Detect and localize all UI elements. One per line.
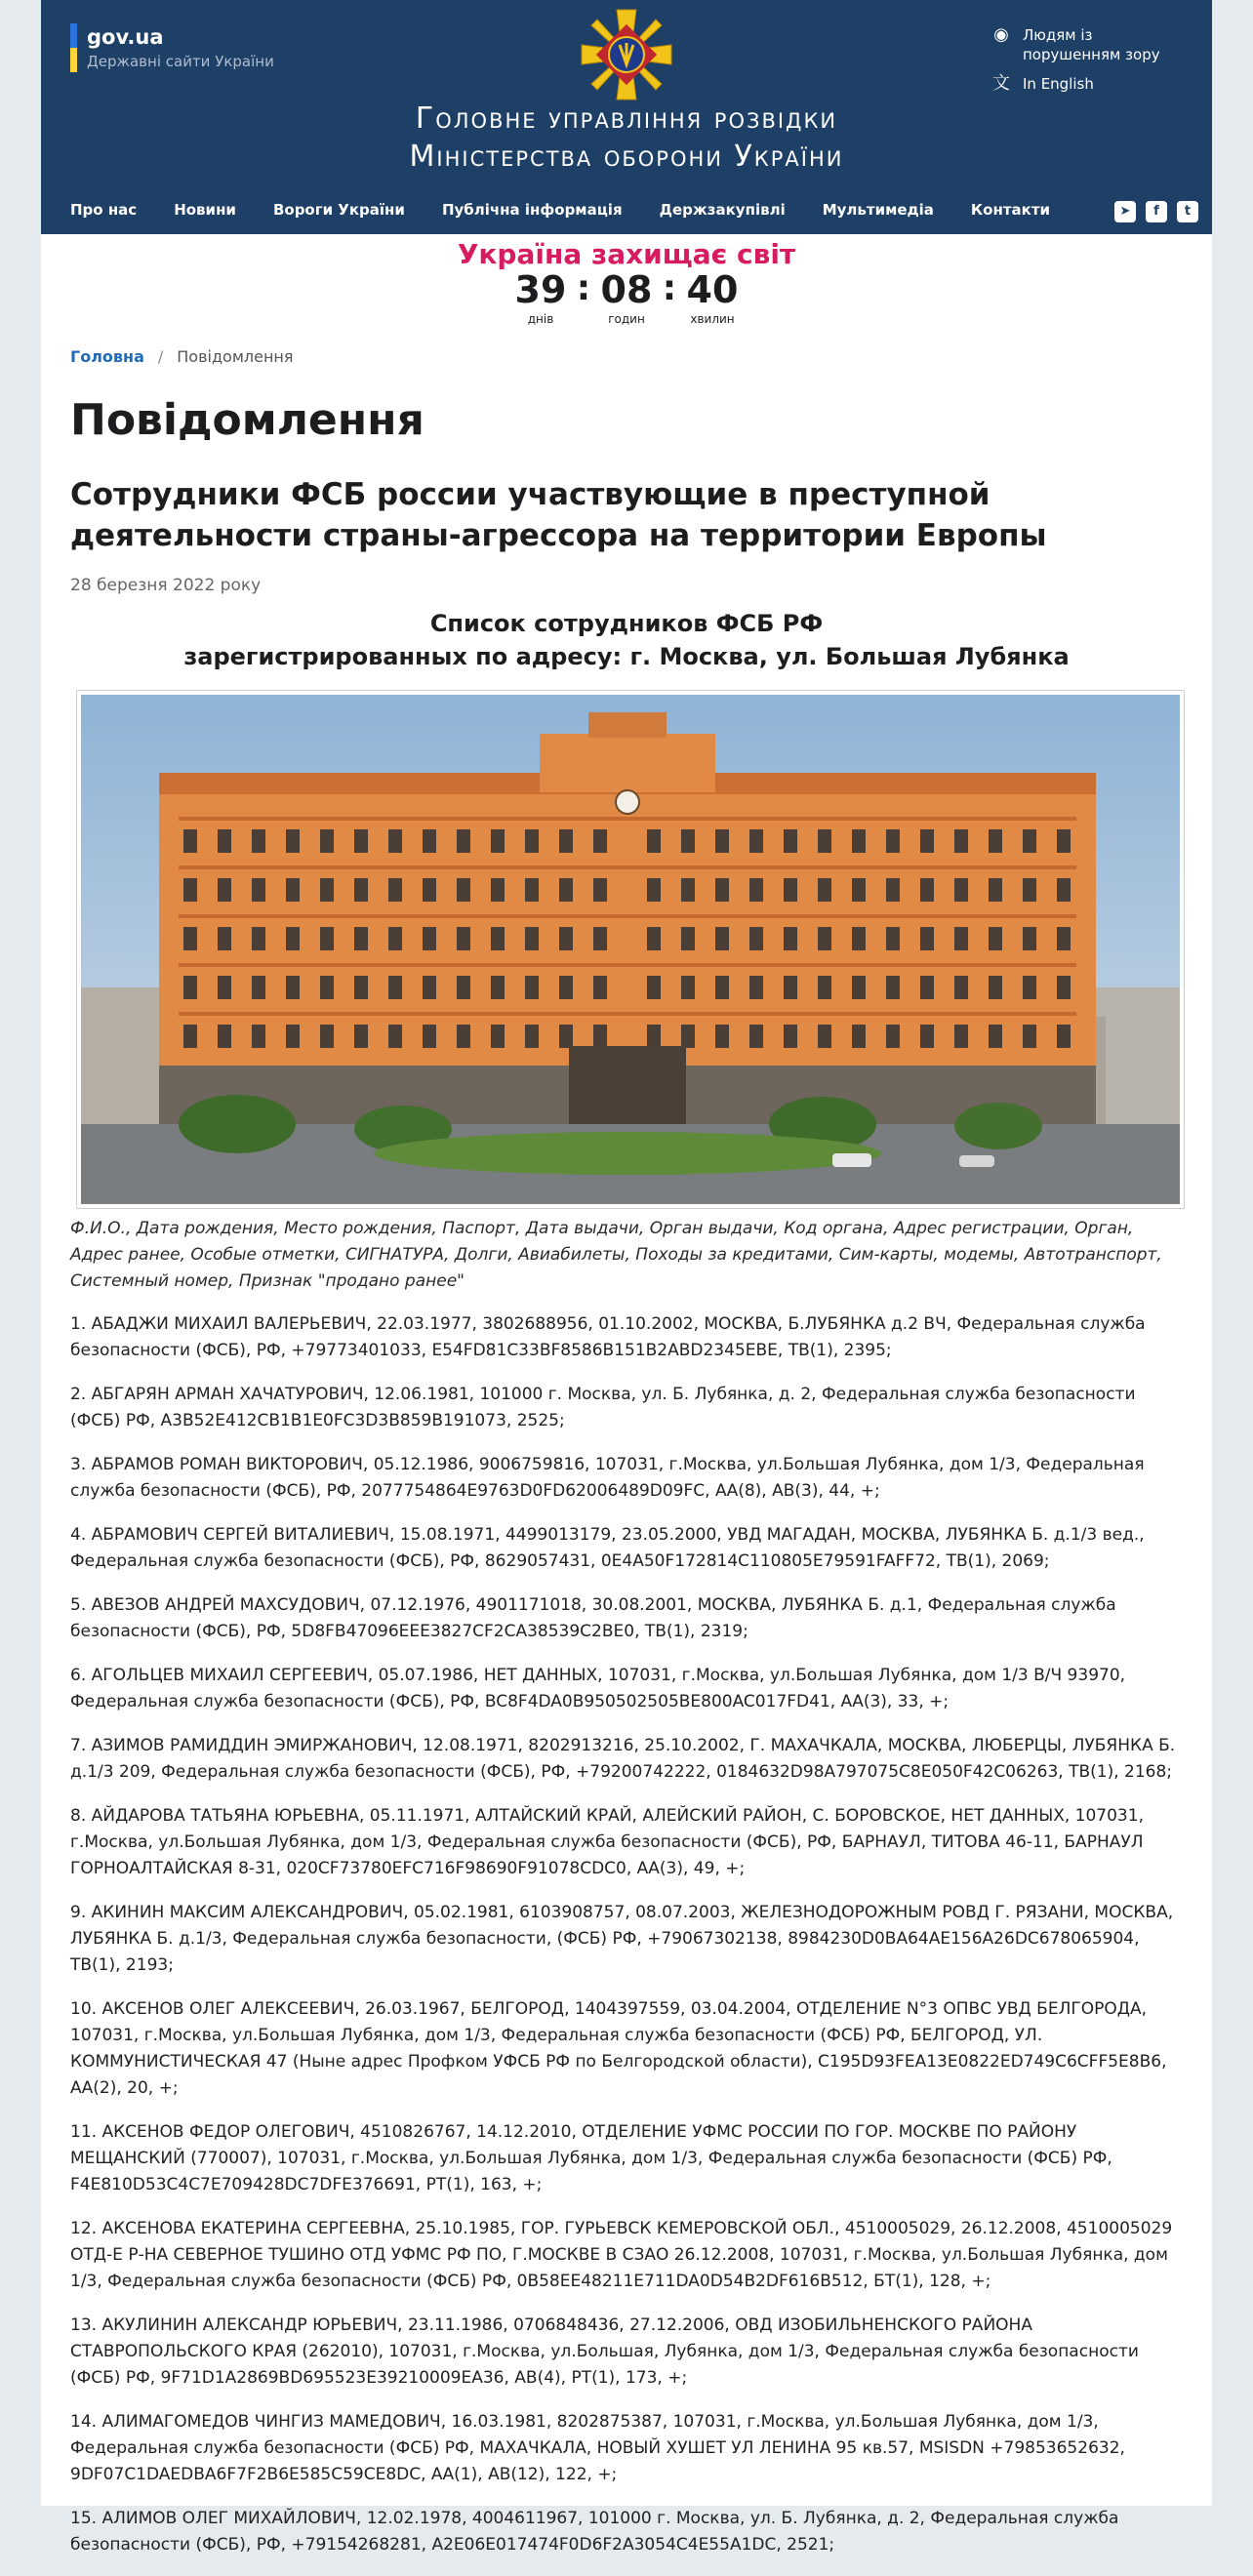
main-nav	[70, 201, 1087, 219]
ukraine-flag-icon	[70, 23, 77, 72]
site-title-line1: Головне управління розвідки	[415, 101, 838, 136]
list-heading-line1: Список сотрудников ФСБ РФ	[429, 610, 824, 637]
list-item: 3. АБРАМОВ РОМАН ВИКТОРОВИЧ, 05.12.1986, 9006759816, 107031, г.Москва, ул.Большая Лубянка, дом 1/3, Федеральная служба безопасности (ФСБ), РФ, 2077754864E9763D0FD62006489D09FC, АА(8), АВ(3), 44, +;	[70, 1455, 1145, 1501]
page	[41, 0, 1212, 2555]
nav-item-contacts[interactable]: Контакти	[970, 201, 1051, 219]
nav-item-multimedia[interactable]: Мультимедіа	[822, 201, 934, 219]
hours-value: 08	[600, 268, 653, 311]
article-date: 28 березня 2022 року	[70, 576, 262, 595]
article-title: Сотрудники ФСБ россии участвующие в преступной деятельности страны-агрессора на территории Европы	[70, 477, 1047, 553]
list-heading-line2: зарегистрированных по адресу: г. Москва, ул. Большая Лубянка	[183, 643, 1070, 670]
breadcrumb-home[interactable]: Головна	[70, 347, 144, 366]
nav-item-about[interactable]: Про нас	[70, 201, 138, 219]
hours-label: годин	[608, 312, 645, 326]
list-item: 9. АКИНИН МАКСИМ АЛЕКСАНДРОВИЧ, 05.02.1981, 6103908757, 08.07.2003, ЖЕЛЕЗНОДОРОЖНЫМ РОВД Г. РЯЗАНИ, МОСКВА, ЛУБЯНКА Б. д.1/3, Федеральная служба безопасности, (ФСБ) РФ, +79067302138, 8984230D0BA64AE156A26DC678065904, ТВ(1), 2193;	[70, 1903, 1174, 1975]
list-item: 4. АБРАМОВИЧ СЕРГЕЙ ВИТАЛИЕВИЧ, 15.08.1971, 4499013179, 23.05.2000, УВД МАГАДАН, МОСКВА, ЛУБЯНКА Б. д.1/3 вед., Федеральная служба безопасности (ФСБ), РФ, 8629057431, 0E4A50F172814C110805E79591FAFF72, ТВ(1), 2069;	[70, 1525, 1145, 1571]
breadcrumb	[70, 347, 294, 366]
accessibility-link[interactable]	[990, 25, 1194, 64]
translate-icon: 文	[992, 73, 1010, 94]
language-label: In English	[1023, 75, 1094, 93]
accessibility-label: Людям із порушенням зору	[1023, 26, 1160, 63]
lubyanka-building-image	[81, 695, 1180, 1204]
list-item: 14. АЛИМАГОМЕДОВ ЧИНГИЗ МАМЕДОВИЧ, 16.03.1981, 8202875387, 107031, г.Москва, ул.Большая Лубянка, дом 1/3, Федеральная служба безопасности (ФСБ) РФ, МАХАЧКАЛА, НОВЫЙ ХУШЕТ УЛ ЛЕНИНА 95 кв.57, MSISDN +79853652632, 9DF07C1DAEDBA6F7F2B6E585C59CE8DC, АА(1), АВ(12), 122, +;	[70, 2412, 1125, 2484]
telegram-icon[interactable]: ➤	[1114, 201, 1136, 222]
twitter-icon[interactable]: t	[1177, 201, 1198, 222]
language-link[interactable]	[990, 74, 1194, 94]
breadcrumb-current: Повідомлення	[177, 347, 294, 366]
days-label: днів	[527, 312, 554, 326]
days-value: 39	[514, 268, 567, 311]
list-item: 12. АКСЕНОВА ЕКАТЕРИНА СЕРГЕЕВНА, 25.10.1985, ГОР. ГУРЬЕВСК КЕМЕРОВСКОЙ ОБЛ., 4510005029, 26.12.2008, 4510005029 ОТД-Е Р-НА СЕВЕРНОЕ ТУШИНО ОТД УФМС РФ ПО, Г.МОСКВЕ В СЗАО 26.12.2008, 107031, г.Москва, ул.Большая Лубянка, дом 1/3, Федеральная служба безопасности (ФСБ) РФ, 0B58EE48211E711DA0D54B2DF616B512, БТ(1), 128, +;	[70, 2219, 1173, 2291]
list-item: 8. АЙДАРОВА ТАТЬЯНА ЮРЬЕВНА, 05.11.1971, АЛТАЙСКИЙ КРАЙ, АЛЕЙСКИЙ РАЙОН, С. БОРОВСКОЕ, НЕТ ДАННЫХ, 107031, г.Москва, ул.Большая Лубянка, дом 1/3, Федеральная служба безопасности (ФСБ), РФ, БАРНАУЛ, ТИТОВА 46-11, БАРНАУЛ ГОРНОАЛТАЙСКАЯ 8-31, 020CF73780EFC716F98690F91078CDC0, АА(3), 49, +;	[70, 1806, 1144, 1878]
gur-emblem-icon[interactable]	[578, 6, 675, 107]
field-description: Ф.И.О., Дата рождения, Место рождения, Паспорт, Дата выдачи, Орган выдачи, Код органа, Адрес регистрации, Орган, Адрес ранее, Особые отметки, СИГНАТУРА, Долги, Авиабилеты, Походы за кредитами, Сим-карты, модемы, Автотранспорт, Системный номер, Признак "продано ранее"	[70, 1219, 1162, 1291]
list-item: 7. АЗИМОВ РАМИДДИН ЭМИРЖАНОВИЧ, 12.08.1971, 8202913216, 25.10.2002, Г. МАХАЧКАЛА, МОСКВА, ЛЮБЕРЦЫ, ЛУБЯНКА Б. д.1/3 209, Федеральная служба безопасности (ФСБ), РФ, +79200742222, 0184632D98A797075C8E050F42C06263, ТВ(1), 2168;	[70, 1736, 1176, 1782]
colon-separator: :	[662, 268, 677, 308]
list-heading	[41, 607, 1212, 673]
countdown-hours	[594, 267, 659, 326]
list-item: 5. АВЕЗОВ АНДРЕЙ МАХСУДОВИЧ, 07.12.1976, 4901171018, 30.08.2001, МОСКВА, ЛУБЯНКА Б. д.1, Федеральная служба безопасности (ФСБ), РФ, 5D8FB47096EEE3827CF2CA38539C2BE0, ТВ(1), 2319;	[70, 1595, 1116, 1641]
list-item: 10. АКСЕНОВ ОЛЕГ АЛЕКСЕЕВИЧ, 26.03.1967, БЕЛГОРОД, 1404397559, 03.04.2004, ОТДЕЛЕНИЕ N°3 ОПВС УВД БЕЛГОРОДА, 107031, г.Москва, ул.Большая Лубянка, дом 1/3, Федеральная служба безопасности (ФСБ) РФ, БЕЛГОРОД, УЛ. КОММУНИСТИЧЕСКАЯ 47 (Ныне адрес Профком УФСБ РФ по Белгородской области), C195D93FEA13E0822ED749C6CFF5E8B6, АА(2), 20, +;	[70, 1999, 1167, 2098]
countdown-minutes	[680, 267, 745, 326]
breadcrumb-separator: /	[157, 347, 164, 366]
nav-item-procurement[interactable]: Держзакупівлі	[659, 201, 786, 219]
gov-ua-link[interactable]	[70, 23, 274, 72]
countdown-days	[508, 267, 573, 326]
list-item: 1. АБАДЖИ МИХАИЛ ВАЛЕРЬЕВИЧ, 22.03.1977, 3802688956, 01.10.2002, МОСКВА, Б.ЛУБЯНКА д.2 ВЧ, Федеральная служба безопасности (ФСБ), РФ, +79773401033, E54FD81C33BF8586B151B2ABD2345EBE, ТВ(1), 2395;	[70, 1314, 1146, 1360]
minutes-label: хвилин	[690, 312, 735, 326]
site-title-line2: Міністерства оборони України	[409, 140, 844, 174]
building-photo	[76, 690, 1185, 1209]
list-item: 15. АЛИМОВ ОЛЕГ МИХАЙЛОВИЧ, 12.02.1978, 4004611967, 101000 г. Москва, ул. Б. Лубянка, д. 2, Федеральная служба безопасности (ФСБ), РФ, +79154268281, A2E06E017474F0D6F2A3054C4E55A1DC, 2521;	[70, 2509, 1119, 2555]
nav-item-enemies[interactable]: Вороги України	[272, 201, 405, 219]
site-header	[41, 0, 1212, 234]
countdown-slogan: Україна захищає світ	[457, 238, 796, 270]
list-item: 2. АБГАРЯН АРМАН ХАЧАТУРОВИЧ, 12.06.1981, 101000 г. Москва, ул. Б. Лубянка, д. 2, Федеральная служба безопасности (ФСБ) РФ, A3B52E412CB1B1E0FC3D3B859B191073, 2525;	[70, 1385, 1136, 1430]
social-links	[1114, 201, 1198, 222]
facebook-icon[interactable]: f	[1146, 201, 1167, 222]
nav-item-public-info[interactable]: Публічна інформація	[441, 201, 623, 219]
gov-ua-name: gov.ua	[87, 25, 164, 49]
minutes-value: 40	[686, 268, 739, 311]
eye-icon: ◉	[993, 24, 1009, 45]
page-title: Повідомлення	[70, 395, 424, 445]
nav-item-news[interactable]: Новини	[174, 201, 236, 219]
list-item: 6. АГОЛЬЦЕВ МИХАИЛ СЕРГЕЕВИЧ, 05.07.1986, НЕТ ДАННЫХ, 107031, г.Москва, ул.Большая Лубянка, дом 1/3 В/Ч 93970, Федеральная служба безопасности (ФСБ), РФ, BC8F4DA0B950502505BE800AC017FD41, АА(3), 33, +;	[70, 1666, 1126, 1711]
colon-separator: :	[576, 268, 591, 308]
countdown-timer	[41, 267, 1212, 326]
gov-ua-subtitle: Державні сайти України	[87, 53, 274, 70]
list-item: 11. АКСЕНОВ ФЕДОР ОЛЕГОВИЧ, 4510826767, 14.12.2010, ОТДЕЛЕНИЕ УФМС РОССИИ ПО ГОР. МОСКВЕ ПО РАЙОНУ МЕЩАНСКИЙ (770007), 107031, г.Москва, ул.Большая Лубянка, дом 1/3, Федеральная служба безопасности (ФСБ) РФ, F4E810D53C4C7E709428DC7DFE376691, РТ(1), 163, +;	[70, 2122, 1112, 2194]
records-list	[70, 1311, 1183, 2576]
list-item: 13. АКУЛИНИН АЛЕКСАНДР ЮРЬЕВИЧ, 23.11.1986, 0706848436, 27.12.2006, ОВД ИЗОБИЛЬНЕНСКОГО РАЙОНА СТАВРОПОЛЬСКОГО КРАЯ (262010), 107031, г.Москва, ул.Большая, Лубянка, дом 1/3, Федеральная служба безопасности (ФСБ) РФ, 9F71D1A2869BD695523E39210009EA36, АВ(4), РТ(1), 173, +;	[70, 2315, 1139, 2388]
